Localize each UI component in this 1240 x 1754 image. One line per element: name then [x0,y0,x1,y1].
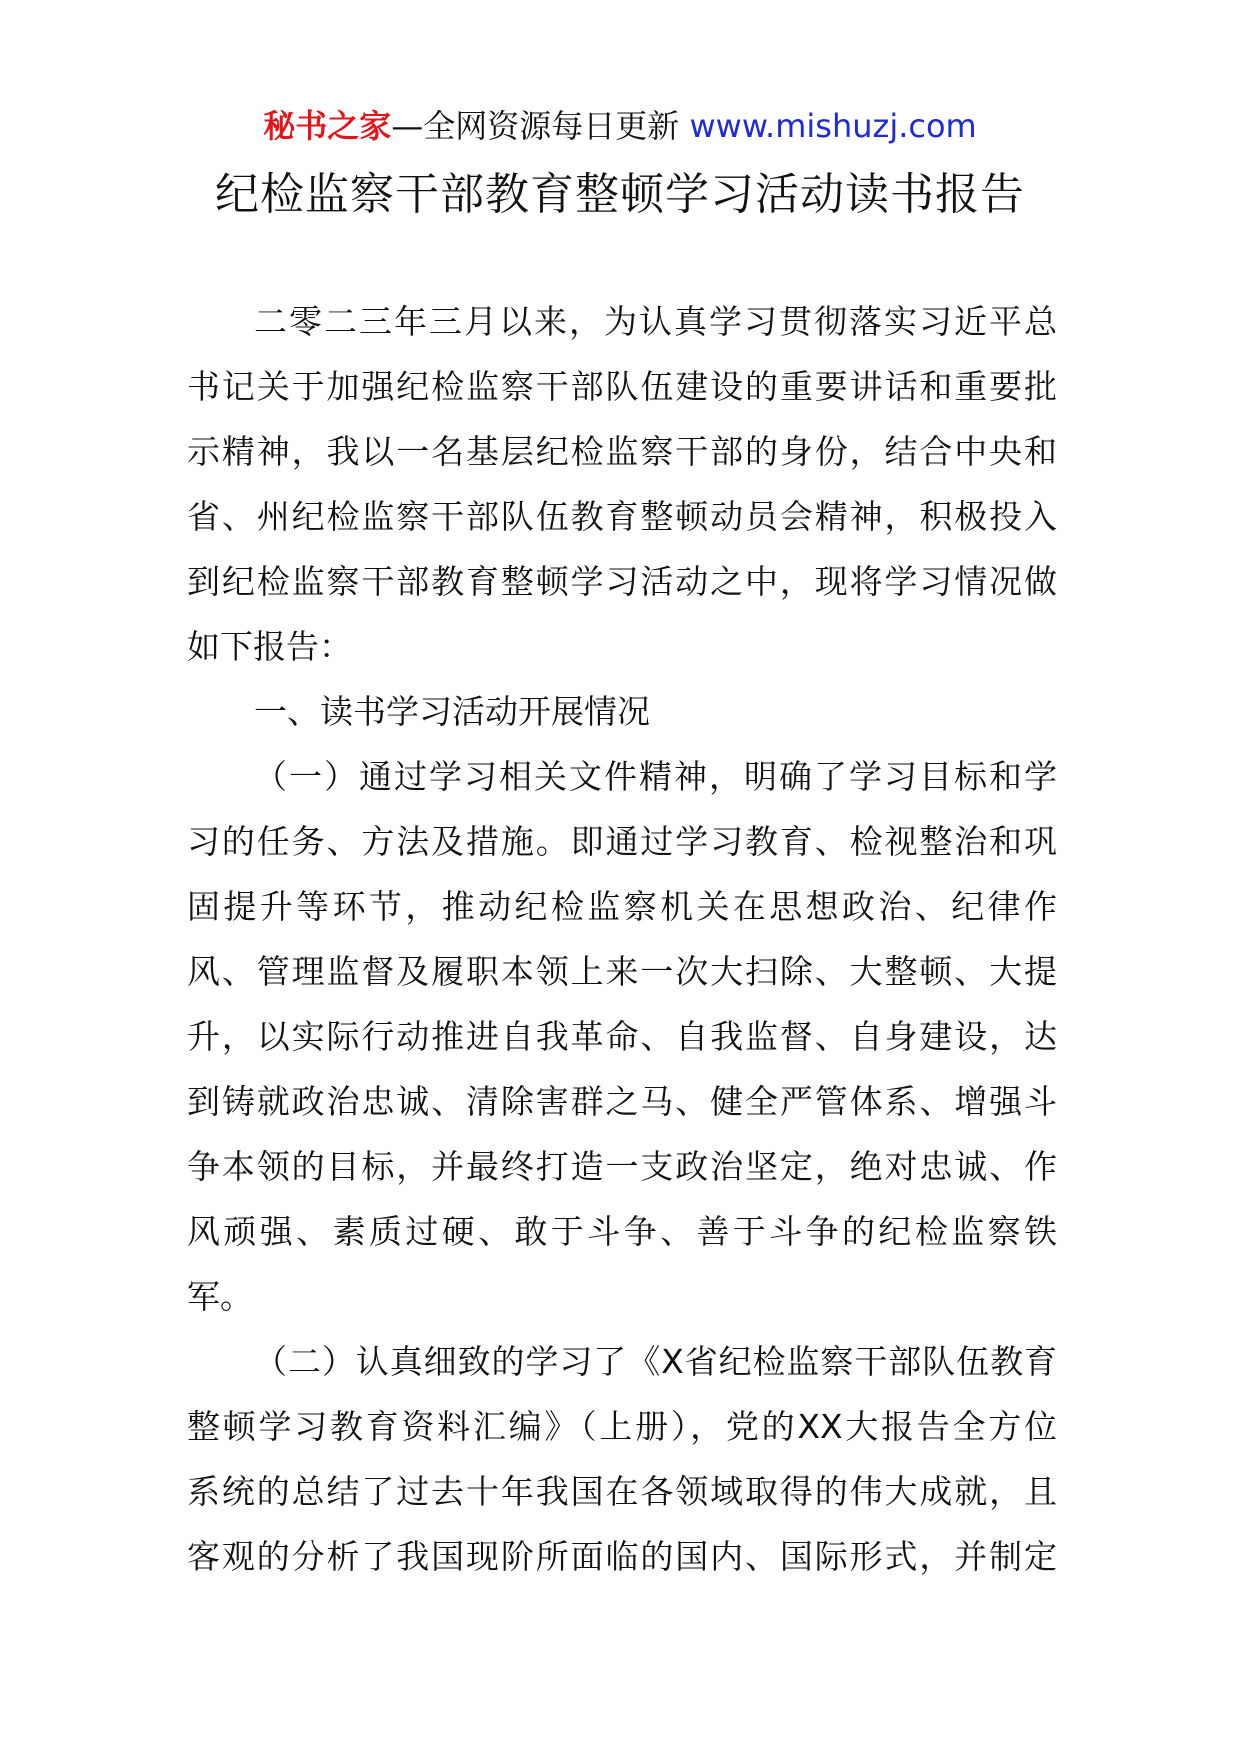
paragraph-line: 整顿学习教育资料汇编》（上册），党的XX大报告全方位 [187,1407,1057,1446]
paragraph-line: 争本领的目标，并最终打造一支政治坚定，绝对忠诚、作 [187,1147,1057,1186]
document-title: 纪检监察干部教育整顿学习活动读书报告 [215,169,1025,220]
paragraph-line: 固提升等环节，推动纪检监察机关在思想政治、纪律作 [187,887,1057,926]
paragraph-line: 军。 [187,1277,253,1316]
paragraph-line: （二）认真细致的学习了《X省纪检监察干部队伍教育 [254,1342,1057,1381]
document-body [187,289,1057,1589]
paragraph-line: 二零二三年三月以来，为认真学习贯彻落实习近平总 [254,302,1057,341]
banner-slogan: —全网资源每日更新 [391,107,680,145]
paragraph-line: 到纪检监察干部教育整顿学习活动之中，现将学习情况做 [187,562,1057,601]
paragraph-line: 书记关于加强纪检监察干部队伍建设的重要讲话和重要批 [187,367,1057,406]
paragraph-line: 到铸就政治忠诚、清除害群之马、健全严管体系、增强斗 [187,1082,1057,1121]
paragraph-line: 风、管理监督及履职本领上来一次大扫除、大整顿、大提 [187,952,1057,991]
section-heading: 一、读书学习活动开展情况 [254,692,650,731]
paragraph-line: 示精神，我以一名基层纪检监察干部的身份，结合中央和 [187,432,1057,471]
paragraph-line: 客观的分析了我国现阶所面临的国内、国际形式，并制定 [187,1537,1057,1576]
paragraph-line: 省、州纪检监察干部队伍教育整顿动员会精神，积极投入 [187,497,1057,536]
paragraph-line: （一）通过学习相关文件精神，明确了学习目标和学 [254,757,1057,796]
site-url-link[interactable]: www.mishuzj.com [689,107,977,145]
brand-name: 秘书之家 [263,107,392,145]
paragraph-line: 升，以实际行动推进自我革命、自我监督、自身建设，达 [187,1017,1057,1056]
paragraph-line: 系统的总结了过去十年我国在各领域取得的伟大成就，且 [187,1472,1057,1511]
paragraph-line: 如下报告： [187,627,352,666]
paragraph-line: 风顽强、素质过硬、敢于斗争、善于斗争的纪检监察铁 [187,1212,1057,1251]
site-banner [0,104,1240,148]
paragraph-line: 习的任务、方法及措施。即通过学习教育、检视整治和巩 [187,822,1057,861]
